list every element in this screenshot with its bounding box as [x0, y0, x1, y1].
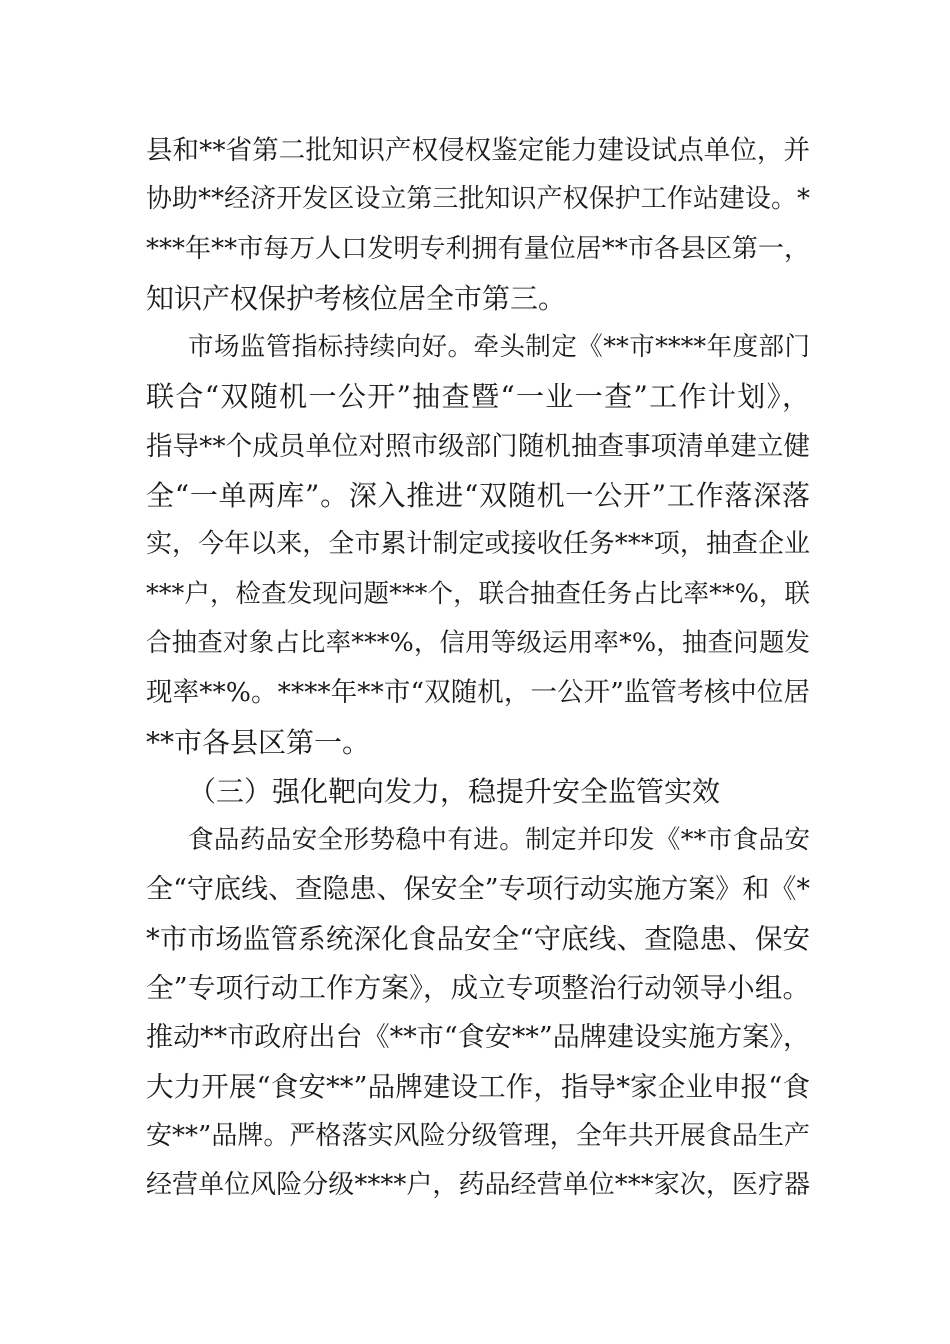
text-line: 食品药品安全形势稳中有进。制定并印发《**市食品安	[188, 825, 810, 856]
text-line: 合抽查对象占比率***%，信用等级运用率*%，抽查问题发	[146, 627, 810, 658]
text-line: 联合“双随机一公开”抽查暨“一业一查”工作计划》，	[146, 380, 810, 414]
text-line: 县和**省第二批知识产权侵权鉴定能力建设试点单位，并	[146, 135, 810, 166]
text-line: 知识产权保护考核位居全市第三。	[146, 281, 567, 315]
text-line: 安**”品牌。严格落实风险分级管理，全年共开展食品生产	[146, 1120, 810, 1151]
text-line: 现率**%。****年**市“双随机，一公开”监管考核中位居	[146, 677, 810, 709]
text-line: ***户，检查发现问题***个，联合抽查任务占比率**%，联	[146, 578, 810, 609]
text-line: 推动**市政府出台《**市“食安**”品牌建设实施方案》，	[146, 1022, 810, 1054]
text-line: ***年**市每万人口发明专利拥有量位居**市各县区第一，	[146, 233, 810, 264]
text-line: （三）强化靶向发力，稳提升安全监管实效	[188, 774, 721, 808]
text-line: 大力开展“食安**”品牌建设工作，指导*家企业申报“食	[146, 1070, 810, 1103]
text-line: 经营单位风险分级****户，药品经营单位***家次，医疗器	[146, 1170, 810, 1201]
body-text	[146, 126, 810, 1211]
text-line: 实，今年以来，全市累计制定或接收任务***项，抽查企业	[146, 529, 810, 560]
text-line: 全”专项行动工作方案》，成立专项整治行动领导小组。	[146, 972, 810, 1005]
text-line: 全“一单两库”。深入推进“双随机一公开”工作落深落	[146, 479, 810, 513]
text-line: 协助**经济开发区设立第三批知识产权保护工作站建设。*	[146, 184, 810, 215]
text-line: 全“守底线、查隐患、保安全”专项行动实施方案》和《*	[146, 874, 810, 906]
text-line: **市各县区第一。	[146, 725, 371, 759]
text-line: 市场监管指标持续向好。牵头制定《**市****年度部门	[188, 332, 810, 363]
text-line: *市市场监管系统深化食品安全“守底线、查隐患、保安	[146, 922, 810, 955]
text-line: 指导**个成员单位对照市级部门随机抽查事项清单建立健	[146, 430, 810, 462]
